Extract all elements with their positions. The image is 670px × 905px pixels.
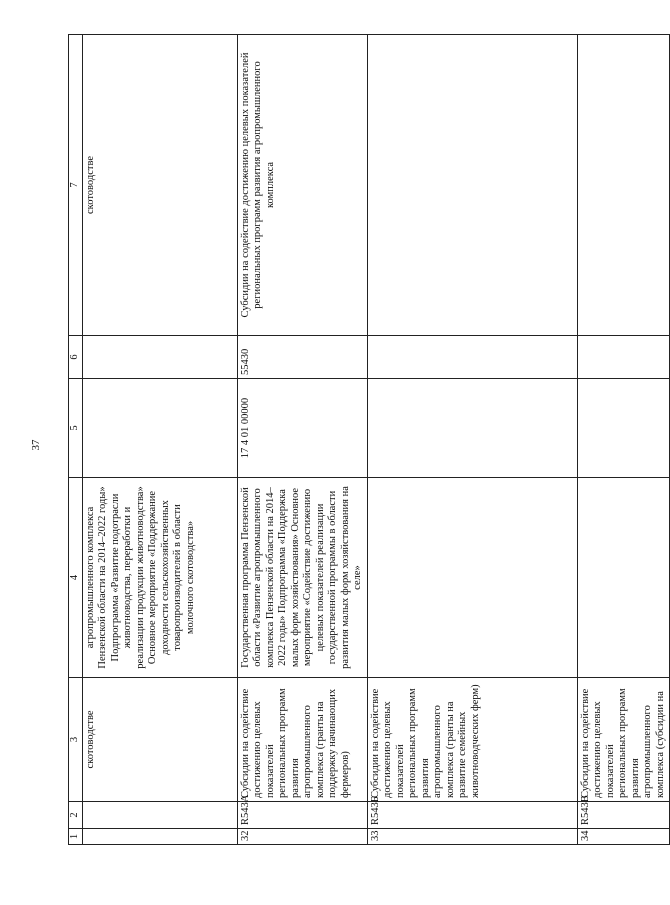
cell-program xyxy=(577,478,670,678)
rotated-table-container xyxy=(68,35,666,845)
cell-code: R543А xyxy=(237,802,367,829)
table-row xyxy=(367,35,577,845)
cell-num xyxy=(82,829,237,845)
cell-num: 32 xyxy=(237,829,367,845)
cell-target xyxy=(577,35,670,336)
cell-target xyxy=(367,35,577,336)
header-col-1: 1 xyxy=(69,829,83,845)
cell-code: R543В xyxy=(577,802,670,829)
cell-code6 xyxy=(577,336,670,379)
cell-code6 xyxy=(82,336,237,379)
header-row xyxy=(69,35,83,845)
header-col-3: 3 xyxy=(69,678,83,802)
page-number: 37 xyxy=(30,439,42,451)
cell-kbk: 17 4 01 00000 xyxy=(237,379,367,478)
cell-name: Субсидии на содействие достижению целевых показателей региональных программ развития агропромышленного комплекса (субсидии на xyxy=(577,678,670,802)
header-col-6: 6 xyxy=(69,336,83,379)
cell-code xyxy=(82,802,237,829)
budget-classification-table xyxy=(68,34,670,845)
cell-num: 33 xyxy=(367,829,577,845)
cell-kbk xyxy=(577,379,670,478)
header-col-4: 4 xyxy=(69,478,83,678)
cell-program xyxy=(367,478,577,678)
cell-program: Государственная программа Пензенской области «Развитие агропромышленного комплекса Пензенской области на 2014–2022 годы» Подпрограмма «Поддержка малых форм хозяйствования» Основное мероприятие «Содействие достижению целевых показателей реализации государственной программы в области развития малых форм хозяйствования на селе» xyxy=(237,478,367,678)
header-col-7: 7 xyxy=(69,35,83,336)
cell-name: скотоводстве xyxy=(82,678,237,802)
cell-target: Субсидии на содействие достижению целевых показателей региональных программ развития агропромышленного комплекса xyxy=(237,35,367,336)
header-col-2: 2 xyxy=(69,802,83,829)
cell-kbk xyxy=(367,379,577,478)
cell-target: скотоводстве xyxy=(82,35,237,336)
table-row xyxy=(237,35,367,845)
cell-name: Субсидии на содействие достижению целевых показателей региональных программ развития агропромышленного комплекса (гранты на развитие семейных животноводческих ферм) xyxy=(367,678,577,802)
cell-program: агропромышленного комплекса Пензенской области на 2014–2022 годы» Подпрограмма «Развитие подотрасли животноводства, переработки и реализации продукции животноводства» Основное мероприятие «Поддержание доходности сельскохозяйственных товаропроизводителей в области молочного скотоводства» xyxy=(82,478,237,678)
cell-name: Субсидии на содействие достижению целевых показателей региональных программ развития агропромышленного комплекса (гранты на поддержку начинающих фермеров) xyxy=(237,678,367,802)
table-row-continuation xyxy=(82,35,237,845)
cell-num: 34 xyxy=(577,829,670,845)
cell-code6: 55430 xyxy=(237,336,367,379)
cell-code: R543Б xyxy=(367,802,577,829)
header-col-5: 5 xyxy=(69,379,83,478)
table-row xyxy=(577,35,670,845)
cell-code6 xyxy=(367,336,577,379)
cell-kbk xyxy=(82,379,237,478)
